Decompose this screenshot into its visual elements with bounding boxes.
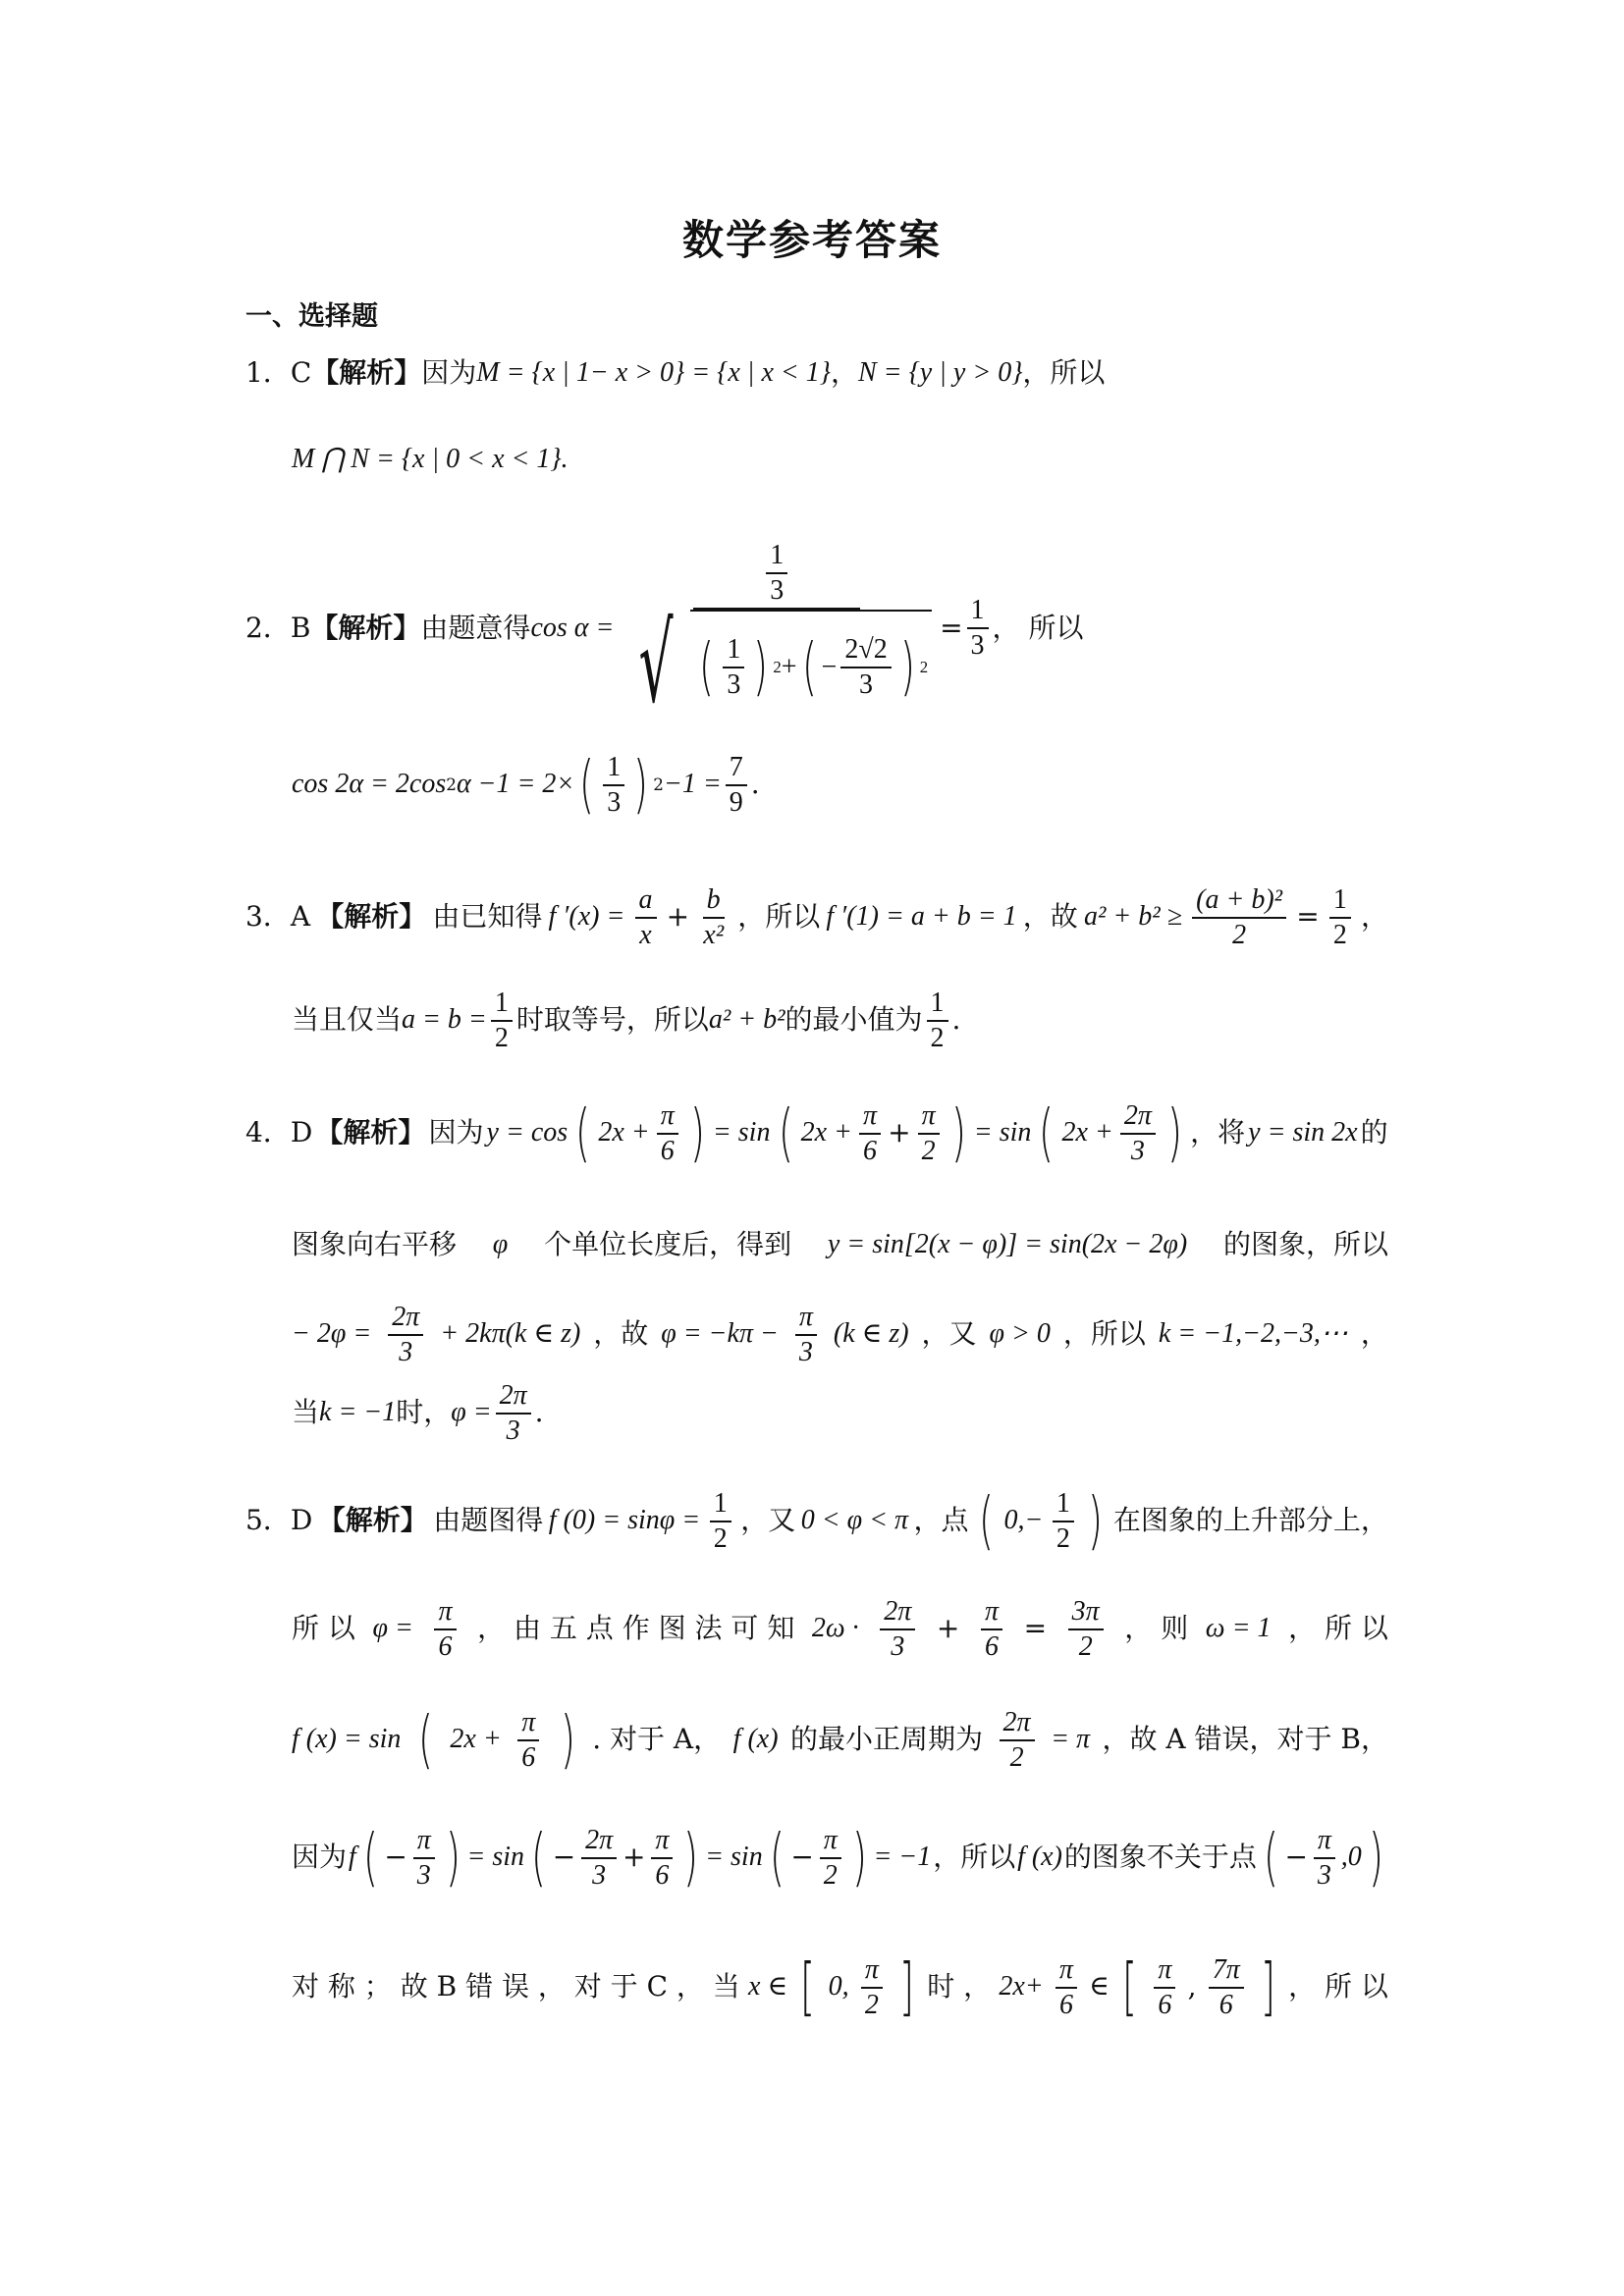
q1-number: 1．C <box>245 356 312 389</box>
q3-line2: 当且仅当 a = b = $\frac{1}{2}$ 时取等号，所以 a² + b² 的最小值为 $\frac{1}{2}$ . <box>292 988 961 1053</box>
q1-expr-intersection: M ⋂ N = {x | 0 < x < 1}. <box>292 444 568 474</box>
q1-line2 <box>292 442 1388 477</box>
q4-line2: 图象向右平移 φ 个单位长度后，得到 y = sin[2(x − φ)] = sin(2x − 2φ) 的图象，所以 <box>292 1228 1388 1260</box>
analysis-tag: 【解析】 <box>317 1504 428 1537</box>
q5-line5: 对 称 ； 故 B 错 误 ， 对 于 C ， 当 x ∈ [ 0, $\frac{\pi}{2}$ ] 时 ， 2x+ $\frac{\pi}{6}$ ∈ [ $\frac{\pi}{6}$ , $\frac{7\pi}{6}$ ] ， 所 以 <box>292 1950 1388 2024</box>
section-heading: 一、选择题 <box>245 301 378 332</box>
analysis-tag: 【解析】 <box>310 611 421 644</box>
q2-text: 由题意得 <box>420 611 531 644</box>
q5-line1: 5．D 【解析】 由题图得 f (0) = sinφ = $\frac{1}{2}$ ，又 0 < φ < π ，点 ( 0,− $\frac{1}{2}$ ) 在图象的上升部分上， <box>245 1484 1388 1558</box>
q2-line2: cos 2α = 2cos 2 α −1 = 2× ( $\frac{1}{3}$ ) 2 −1 = $\frac{7}{9}$ . <box>292 748 760 822</box>
q2-number: 2．B <box>245 611 311 644</box>
q1-expr-n: N = {y | y > 0} <box>858 357 1023 388</box>
q5-line4: 因为 f ( − $\frac{\pi}{3}$ ) = sin ( − $\frac{2\pi}{3}$ + $\frac{\pi}{6}$ ) = sin ( − $\frac{\pi}{2}$ ) = −1 ，所以 f (x) 的图象不关于点 ( − $\frac{\pi}{3}$ ,0 ) <box>292 1821 1383 1895</box>
q1-line1 <box>245 355 1388 391</box>
q5-number: 5．D <box>245 1504 313 1537</box>
q2-line1: 2．B 【解析】 由题意得 cos α = $\frac{1}{3}$ √ ( $\frac{1}{3}$ ) 2 + ( − $\frac{2√2}{3}$ ) 2 = $\frac{1}{3}$ ， 所以 <box>245 540 1084 726</box>
q3-line1: 3．A 【解析】 由已知得 f ′(x) = $\frac{a}{x}$ + $\frac{b}{\text{x²}}$ ，所以 f ′(1) = a + b = 1 ，故 a² + b² ≥ $\frac{\text{(a + b)²}}{2}$ = $\frac{1}{2}$ ， <box>245 884 1388 950</box>
q1-text: ，所以 <box>1022 356 1106 389</box>
q1-expr-m: M = {x | 1− x > 0} = {x | x < 1} <box>476 357 831 388</box>
q3-number: 3．A <box>245 900 311 934</box>
q5-line2: 所 以 φ = $\frac{\pi}{6}$ ， 由 五 点 作 图 法 可 知 2ω · $\frac{2\pi}{3}$ + $\frac{\pi}{6}$ = $\frac{3\pi}{2}$ ， 则 ω = 1 ， 所 以 <box>292 1596 1388 1662</box>
q4-number: 4．D <box>245 1116 313 1149</box>
q2-text: ， 所以 <box>992 611 1084 644</box>
analysis-tag: 【解析】 <box>316 900 427 934</box>
q5-line3: f (x) = sin ( 2x + $\frac{\pi}{6}$ ) . 对于 A， f (x) 的最小正周期为 $\frac{2\pi}{2}$ = π ，故 A 错误，对于 B， <box>292 1703 1388 1777</box>
q1-text: ， <box>830 356 858 389</box>
q4-line1: 4．D 【解析】 因为 y = cos ( 2x + $\frac{\pi}{6}$ ) = sin ( 2x + $\frac{\pi}{6}$ + $\frac{\pi}{2}$ ) = sin ( 2x + $\frac{2\pi}{3}$ ) ，将 y = sin 2x 的 <box>245 1096 1388 1170</box>
analysis-tag: 【解析】 <box>311 356 422 389</box>
q1-text: 因为 <box>421 356 477 389</box>
q2-big-fraction: $\frac{1}{3}$ √ ( $\frac{1}{3}$ ) 2 + ( − $\frac{2√2}{3}$ ) 2 <box>618 539 936 717</box>
q4-line3: − 2φ = $\frac{2\pi}{3}$ + 2kπ(k ∈ z) ，故 φ = −kπ − $\frac{\pi}{3}$ (k ∈ z) ，又 φ > 0 ，所以 k = −1,−2,−3,⋯ ， <box>292 1302 1388 1367</box>
analysis-tag: 【解析】 <box>315 1116 426 1149</box>
q4-line4: 当 k = −1 时， φ = $\frac{2\pi}{3}$ . <box>292 1380 544 1446</box>
sqrt-symbol: √ ( $\frac{1}{3}$ ) 2 + ( − $\frac{2√2}{3}$ ) 2 <box>622 610 932 718</box>
page-title: 数学参考答案 <box>681 216 942 264</box>
q2-expr: cos α = <box>530 612 615 643</box>
